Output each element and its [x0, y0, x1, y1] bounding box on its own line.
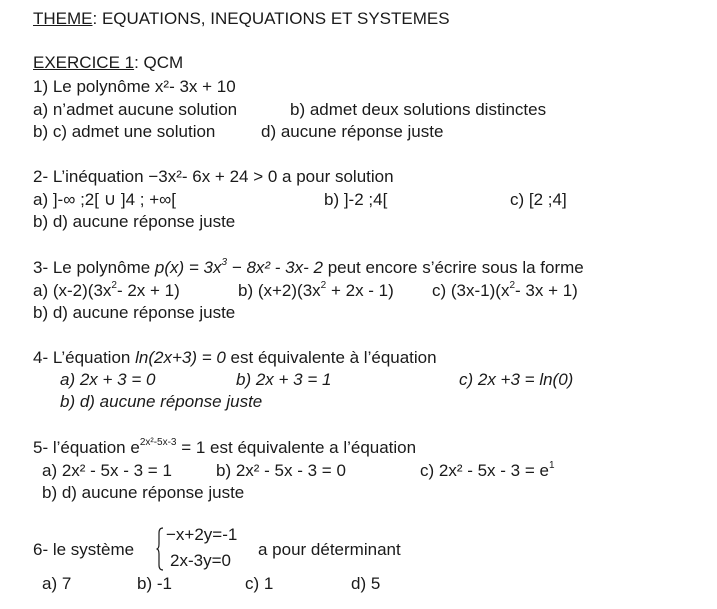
q4-option-b: b) 2x + 3 = 1: [236, 370, 332, 389]
q6-equation-1: −x+2y=-1: [166, 525, 238, 544]
q1-option-d: d) aucune réponse juste: [261, 122, 444, 141]
exercise-heading: [33, 52, 183, 74]
q4-option-c: c) 2x +3 = ln(0): [459, 370, 574, 389]
theme-heading: [33, 8, 450, 30]
q6-option-b: b) -1: [137, 574, 172, 593]
q3-option-a-part1: a) (x-2)(3x: [33, 281, 112, 300]
q2-prompt: 2- L’inéquation −3x²- 6x + 24 > 0 a pour solution: [33, 167, 394, 186]
q3-option-c: [432, 280, 578, 302]
q3-option-d: b) d) aucune réponse juste: [33, 303, 236, 322]
q3-option-a-exponent: 2: [111, 280, 117, 291]
q6-option-a: a) 7: [42, 574, 72, 593]
q3-option-b-part2: + 2x - 1): [326, 281, 394, 300]
q4-suffix: est équivalente à l’équation: [225, 348, 437, 367]
q4-prompt: [33, 347, 437, 369]
q1-option-a: a) n’admet aucune solution: [33, 100, 238, 119]
q5-option-c: [420, 460, 555, 482]
q3-poly-part2: − 8x² - 3x- 2: [227, 258, 323, 277]
q3-poly-part1: p(x) = 3x: [154, 258, 222, 277]
q6-option-d: d) 5: [351, 574, 381, 593]
theme-label: THEME: [33, 9, 93, 28]
q3-prompt: [33, 257, 584, 279]
q3-option-b-exponent: 2: [320, 280, 327, 291]
q2-option-d: b) d) aucune réponse juste: [33, 212, 236, 231]
q2-option-a: a) ]-∞ ;2[ ∪ ]4 ; +∞[: [33, 190, 176, 209]
q3-poly-exponent: 3: [221, 257, 228, 268]
q1-option-c: b) c) admet une solution: [33, 122, 216, 141]
q6-equation-2: 2x-3y=0: [170, 551, 231, 570]
q3-option-b-part1: b) (x+2)(3x: [238, 281, 321, 300]
q4-prefix: 4- L’équation: [33, 348, 136, 367]
q4-equation: ln(2x+3) = 0: [135, 348, 226, 367]
exercise-type: : QCM: [134, 53, 184, 72]
q5-exponent: 2x²-5x-3: [139, 437, 177, 448]
q5-option-a: a) 2x² - 5x - 3 = 1: [42, 461, 172, 480]
q3-option-a-part2: - 2x + 1): [116, 281, 180, 300]
q3-option-c-part2: - 3x + 1): [515, 281, 578, 300]
q3-polynomial: [155, 258, 323, 277]
q3-option-c-part1: c) (3x-1)(x: [432, 281, 510, 300]
exercise-label: EXERCICE 1: [33, 53, 135, 72]
theme-title: : EQUATIONS, INEQUATIONS ET SYSTEMES: [92, 9, 450, 28]
q6-suffix: a pour déterminant: [258, 540, 401, 559]
q6-option-c: c) 1: [245, 574, 274, 593]
q5-option-d: b) d) aucune réponse juste: [42, 483, 245, 502]
q3-suffix: peut encore s’écrire sous la forme: [322, 258, 584, 277]
system-brace-icon: [156, 527, 164, 571]
q5-prefix: 5- l’équation e: [33, 438, 140, 457]
q3-option-a: [33, 280, 180, 302]
q4-option-a: a) 2x + 3 = 0: [60, 370, 156, 389]
q5-option-c-part1: c) 2x² - 5x - 3 = e: [420, 461, 549, 480]
q3-prefix: 3- Le polynôme: [33, 258, 155, 277]
q4-option-d: b) d) aucune réponse juste: [60, 392, 263, 411]
q3-option-c-exponent: 2: [509, 280, 516, 291]
q5-option-b: b) 2x² - 5x - 3 = 0: [216, 461, 346, 480]
q5-prompt: [33, 437, 416, 459]
q3-option-b: [238, 280, 394, 302]
q5-option-c-exponent: 1: [548, 460, 555, 471]
q6-prefix: 6- le système: [33, 540, 135, 559]
q2-option-c: c) [2 ;4]: [510, 190, 567, 209]
q5-suffix: = 1 est équivalente a l’équation: [176, 438, 417, 457]
q2-option-b: b) ]-2 ;4[: [324, 190, 388, 209]
q1-prompt: 1) Le polynôme x²- 3x + 10: [33, 77, 236, 96]
q1-option-b: b) admet deux solutions distinctes: [290, 100, 547, 119]
